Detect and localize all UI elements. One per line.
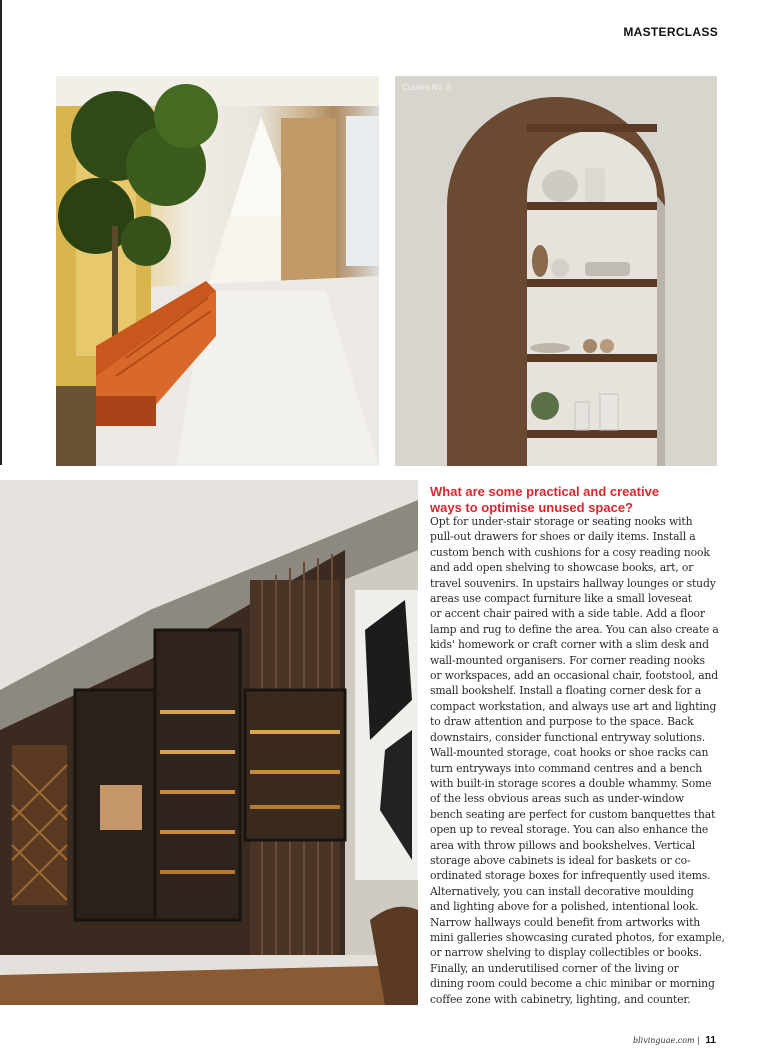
article-headline — [430, 484, 730, 515]
article-body-line: Alternatively, you can install decorative moulding — [430, 884, 694, 898]
article-body — [430, 514, 730, 1007]
section-label: MASTERCLASS — [623, 25, 718, 39]
article-body-line: Wall-mounted storage, coat hooks or shoe racks can — [430, 746, 709, 760]
article-body-line: Finally, an underutilised corner of the living or — [430, 961, 679, 975]
article-body-line: ordinated storage boxes for infrequently used items. — [430, 869, 711, 883]
article-body-line: dining room could become a chic minibar or morning — [430, 977, 715, 991]
photo-understair-wine-storage — [0, 480, 418, 1005]
article-body-line: downstairs, consider functional entryway solutions. — [430, 730, 706, 744]
footer-site: blivinguae.com — [632, 1036, 695, 1045]
article-body-line: custom bench with cushions for a cosy reading nook — [430, 545, 710, 559]
article-body-line: or accent chair paired with a side table. Add a floor — [430, 607, 705, 621]
article-body-line: and add open shelving to showcase books, art, or — [430, 561, 694, 575]
article-body-line: wall-mounted organisers. For corner reading nooks — [430, 653, 705, 667]
article-body-line: and lighting above for a polished, intentional look. — [430, 900, 699, 914]
photo-credit-ritz: Ritz Interiors — [327, 452, 372, 461]
photo-arched-shelving — [395, 76, 717, 466]
article-body-line: storage above cabinets is ideal for baskets or co- — [430, 853, 691, 867]
page-edge-rule — [0, 0, 2, 465]
arched-shelving-illustration — [395, 76, 717, 466]
article-body-line: kids' homework or craft corner with a slim desk and — [430, 638, 709, 652]
footer-separator: | — [697, 1036, 700, 1045]
article-body-line: small bookshelf. Install a floating corner desk for a — [430, 684, 702, 698]
article-body-line: with built-in storage scores a double whammy. Some — [430, 776, 712, 790]
article-body-line: or narrow shelving to display collectibles or books. — [430, 946, 702, 960]
article-body-line: of the less obvious areas such as under-window — [430, 792, 684, 806]
article-body-line: turn entryways into command centres and a bench — [430, 761, 703, 775]
article-body-line: Narrow hallways could benefit from artworks with — [430, 915, 701, 929]
article-body-line: or workspaces, add an occasional chair, footstool, and — [430, 669, 719, 683]
article-headline-line: ways to optimise unused space? — [430, 499, 633, 515]
article-body-line: Opt for under-stair storage or seating nooks with — [430, 515, 693, 528]
article-body-line: areas use compact furniture like a small loveseat — [430, 592, 692, 606]
article-body-line: open up to reveal storage. You can also enhance the — [430, 823, 709, 837]
page-number: 11 — [705, 1035, 716, 1046]
photo-credit-custom-no9: Custom No. 9 — [402, 83, 451, 92]
article-body-line: bench seating are perfect for custom banquettes that — [430, 807, 716, 821]
article-body-line: pull-out drawers for shoes or daily items. Install a — [430, 530, 696, 544]
article-body-line: area with throw pillows and bookshelves. Vertical — [430, 838, 696, 852]
hallway-sofa-illustration — [56, 76, 379, 466]
photo-hallway-sofa — [56, 76, 379, 466]
article-body-line: mini galleries showcasing curated photos, for example, — [430, 930, 725, 944]
page-footer — [633, 1035, 716, 1046]
understair-wine-illustration — [0, 480, 418, 1005]
article-body-line: travel souvenirs. In upstairs hallway lounges or study — [430, 576, 716, 590]
article-body-line: lamp and rug to define the area. You can also create a — [430, 622, 719, 636]
article-body-line: compact workstation, and always use art and lighting — [430, 699, 717, 713]
article-body-line: to draw attention and purpose to the space. Back — [430, 715, 694, 729]
article-body-line: coffee zone with cabinetry, lighting, and counter. — [430, 992, 691, 1006]
article-headline-line: What are some practical and creative — [430, 484, 660, 499]
